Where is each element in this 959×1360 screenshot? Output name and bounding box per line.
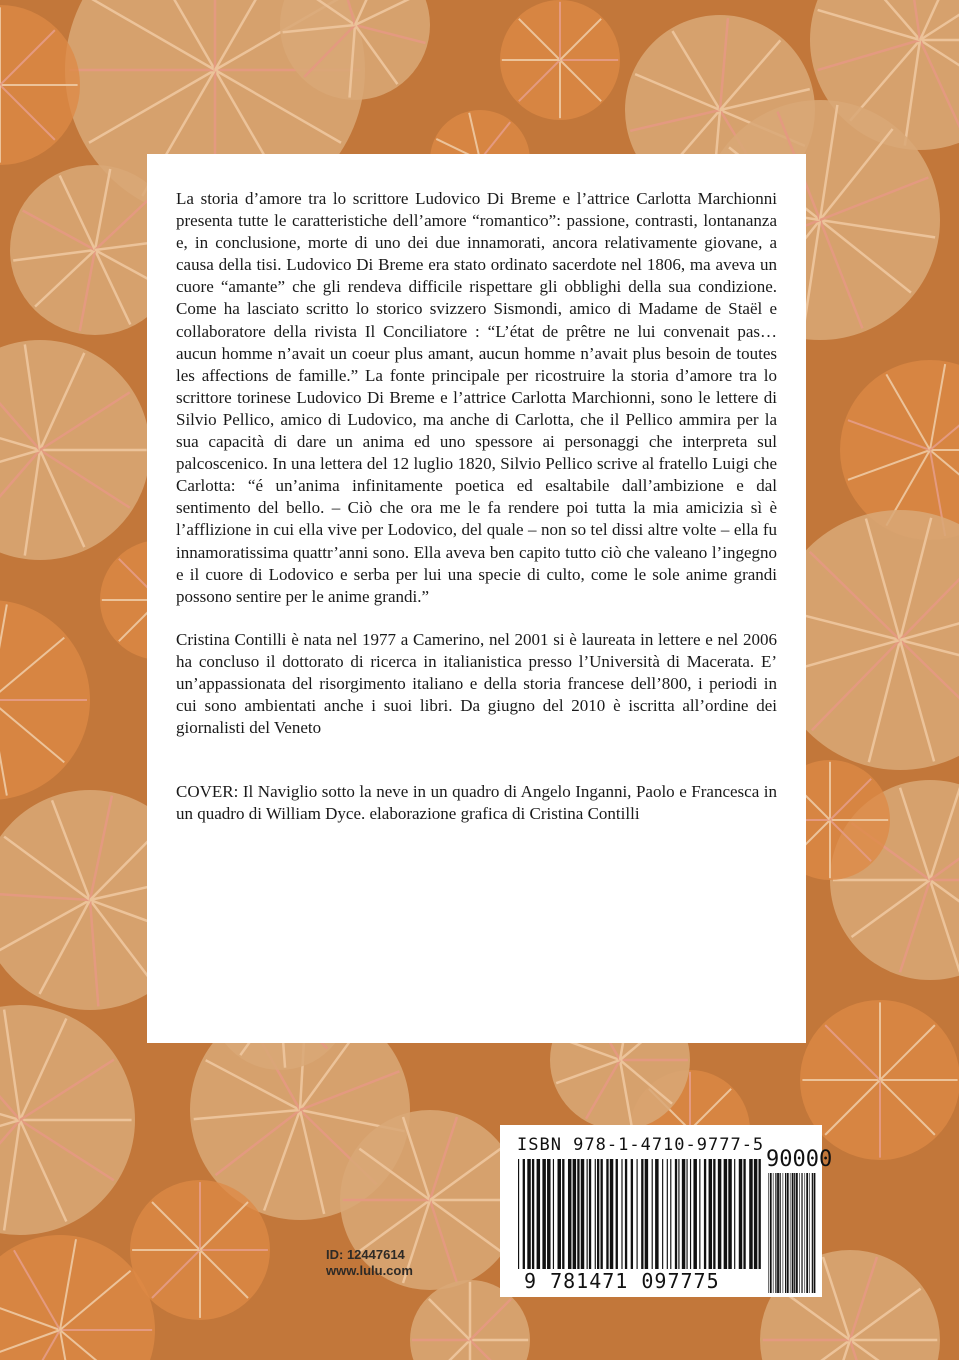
barcode-bar bbox=[670, 1159, 671, 1269]
barcode-bar bbox=[558, 1159, 561, 1269]
barcode-bar bbox=[553, 1159, 554, 1269]
barcode-bar bbox=[686, 1159, 687, 1269]
barcode-bar bbox=[773, 1173, 774, 1293]
barcode-bar bbox=[699, 1159, 700, 1269]
barcode-bar bbox=[652, 1159, 653, 1269]
barcode-bar bbox=[610, 1159, 613, 1269]
barcode-bar bbox=[693, 1159, 696, 1269]
author-bio-paragraph: Cristina Contilli è nata nel 1977 a Camerino, nel 2001 si è laureata in lettere e nel 2006 ha concluso il dottorato di ricerca in italianistica presso l’Università di Macerata. E’ un’appassionata del risorgimento italiano e della storia francese dell’800, i periodi in cui sono ambientati anche i suoi libri. Da giugno del 2010 è iscritta all’ordine dei giornalisti del Veneto bbox=[176, 629, 777, 738]
barcode-bar bbox=[581, 1159, 584, 1269]
barcode-bar bbox=[678, 1159, 679, 1269]
barcode-bar bbox=[662, 1159, 663, 1269]
barcode-bar bbox=[787, 1173, 789, 1293]
barcode-bar bbox=[770, 1173, 772, 1293]
barcode-bar bbox=[739, 1159, 742, 1269]
barcode-bar bbox=[641, 1159, 643, 1269]
publisher-url: www.lulu.com bbox=[326, 1263, 413, 1278]
barcode-bar bbox=[704, 1159, 706, 1269]
barcode-bar bbox=[754, 1159, 757, 1269]
barcode-bar bbox=[812, 1173, 813, 1293]
barcode-bar bbox=[631, 1159, 633, 1269]
barcode-bar bbox=[523, 1159, 525, 1269]
barcode-bar bbox=[718, 1159, 721, 1269]
barcode-bar bbox=[518, 1159, 519, 1269]
barcode-bar bbox=[637, 1159, 638, 1269]
barcode-bar bbox=[743, 1159, 745, 1269]
cover-credit-paragraph: COVER: Il Naviglio sotto la neve in un quadro di Angelo Inganni, Paolo e Francesca in un quadro di William Dyce. elaborazione grafica di Cristina Contilli bbox=[176, 782, 777, 824]
barcode-bar bbox=[621, 1159, 622, 1269]
barcode-bar bbox=[775, 1173, 776, 1293]
barcode-bar bbox=[675, 1159, 677, 1269]
barcode-bar bbox=[734, 1159, 735, 1269]
pattern-disc bbox=[500, 0, 620, 120]
barcode-bar bbox=[806, 1173, 808, 1293]
description-panel bbox=[147, 154, 806, 1043]
barcode-bar bbox=[589, 1159, 591, 1269]
barcode-digits: 9 781471 097775 bbox=[524, 1269, 720, 1293]
barcode-bar bbox=[597, 1159, 599, 1269]
pattern-disc bbox=[0, 340, 150, 560]
barcode-bar bbox=[595, 1159, 596, 1269]
pattern-disc bbox=[130, 1180, 270, 1320]
isbn-label: ISBN 978-1-4710-9777-5 bbox=[517, 1135, 765, 1155]
barcode-bar bbox=[573, 1159, 576, 1269]
barcode-bar bbox=[709, 1159, 712, 1269]
barcode-bar bbox=[724, 1159, 727, 1269]
barcode-bar bbox=[547, 1159, 550, 1269]
barcode-bar bbox=[682, 1159, 685, 1269]
barcode-bar bbox=[532, 1159, 534, 1269]
pattern-disc bbox=[800, 1000, 959, 1160]
barcode-bar bbox=[796, 1173, 798, 1293]
barcode-bar bbox=[625, 1159, 627, 1269]
pattern-disc bbox=[0, 5, 80, 165]
barcode-bar bbox=[600, 1159, 602, 1269]
addon-code: 90000 bbox=[766, 1147, 833, 1172]
barcode-bar bbox=[587, 1159, 588, 1269]
barcode-bar bbox=[690, 1159, 691, 1269]
barcode-bar bbox=[606, 1159, 608, 1269]
barcode-bar bbox=[801, 1173, 802, 1293]
barcode-bar bbox=[749, 1159, 752, 1269]
barcode-bar bbox=[804, 1173, 805, 1293]
barcode-bar bbox=[790, 1173, 791, 1293]
barcode-bar bbox=[645, 1159, 648, 1269]
barcode-bar bbox=[809, 1173, 810, 1293]
barcode-bar bbox=[568, 1159, 571, 1269]
barcode-bar bbox=[785, 1173, 786, 1293]
barcode-bar bbox=[537, 1159, 540, 1269]
barcode-bars bbox=[518, 1159, 762, 1269]
barcode-bar bbox=[783, 1173, 784, 1293]
barcode-bar bbox=[527, 1159, 530, 1269]
barcode-bar bbox=[768, 1173, 769, 1293]
pattern-disc bbox=[0, 1005, 135, 1235]
barcode-bar bbox=[713, 1159, 715, 1269]
barcode-bar bbox=[794, 1173, 795, 1293]
synopsis-paragraph: La storia d’amore tra lo scrittore Ludovico Di Breme e l’attrice Carlotta Marchionni presenta tutte le caratteristiche dell’amore “romantico”: passione, contrasti, lontananza e, in conclusione, morte di uno dei due innamorati, ancora relativamente giovane, a causa della tisi. Ludovico Di Breme era stato ordinato sacerdote nel 1806, ma aveva un cuore “amante” che gli rendeva difficile rispettare gli obblighi della sua condizione. Come ha lasciato scritto lo storico svizzero Sismondi, amico di Madame de Staël e collaboratore della rivista Il Conciliatore : “L’état de prêtre ne lui convenait pas… aucun homme n’avait un coeur plus amant, aucun homme n’avait plus besoin de toutes les affections de famille.” La fonte principale per ricostruire la storia d’amore tra lo scrittore torinese Ludovico Di Breme e l’attrice Carlotta Marchionni, sono le lettere di Silvio Pellico, amico di Ludovico, ma anche di Carlotta, che il Pellico ammira per la sua capacità di dare un anima ed uno spessore ai personaggi che interpreta sul palcoscenico. In una lettera del 12 luglio 1820, Silvio Pellico scrive al fratello Luigi che Carlotta: “é un’anima infinitamente poetica ed esaltabile dall’ambizione e dal sentimento del bello. – Ciò che ora me le fa rendere poi tutta la mia amicizia sì è l’afflizione in cui ella vive per Lodovico, del quale – non so tel dissi altre volte – ella fu innamoratissima quattr’anni sono. Ella aveva ben capito tutto ciò che valeano l’ingegno e il cuore di Lodovico e serba per lui una specie di culto, come le sole anime grandi possono sentire per le anime grandi.” bbox=[176, 189, 777, 606]
barcode-bar bbox=[814, 1173, 816, 1293]
barcode-bar bbox=[759, 1159, 761, 1269]
barcode-bar bbox=[780, 1173, 781, 1293]
barcode-bar bbox=[577, 1159, 579, 1269]
addon-barcode-bars bbox=[768, 1173, 816, 1293]
publisher-info bbox=[326, 1247, 413, 1279]
barcode-bar bbox=[616, 1159, 618, 1269]
publisher-id: ID: 12447614 bbox=[326, 1247, 405, 1262]
barcode-bar bbox=[728, 1159, 731, 1269]
barcode-bar bbox=[799, 1173, 800, 1293]
barcode-bar bbox=[542, 1159, 545, 1269]
isbn-barcode bbox=[500, 1125, 833, 1297]
barcode-bar bbox=[562, 1159, 564, 1269]
barcode-bar bbox=[792, 1173, 794, 1293]
pattern-disc bbox=[0, 600, 90, 800]
barcode-bar bbox=[667, 1159, 668, 1269]
barcode-bar bbox=[655, 1159, 658, 1269]
barcode-bar bbox=[777, 1173, 779, 1293]
